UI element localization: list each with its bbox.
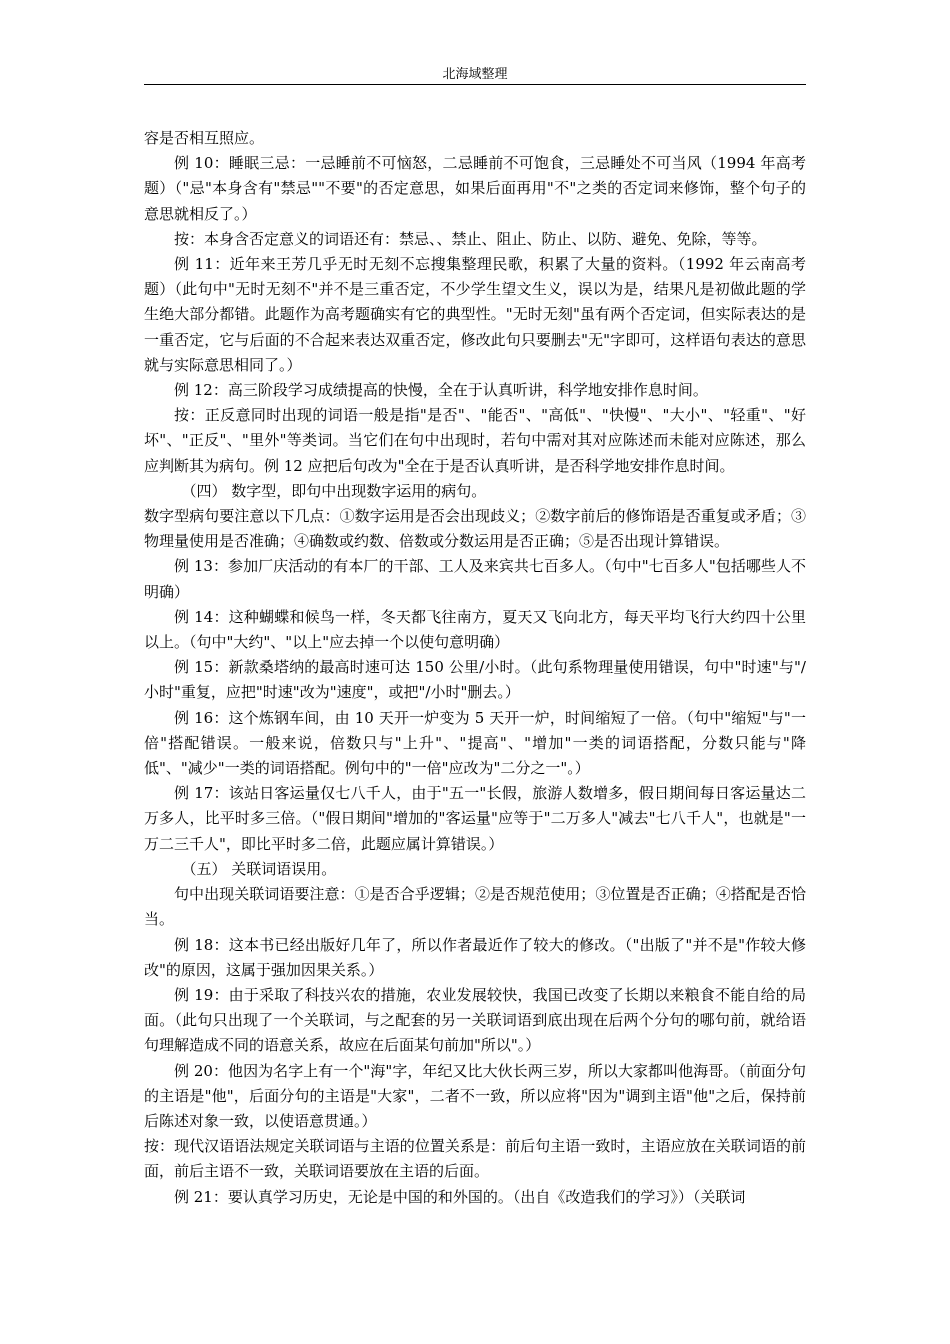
paragraph: 例 16：这个炼钢车间，由 10 天开一炉变为 5 天开一炉，时间缩短了一倍。（句中"缩短"与"一倍"搭配错误。一般来说，倍数只与"上升"、"提高"、"增加"一类的词语搭配，分数只能与"降低"、"减少"一类的词语搭配。例句中的"一倍"应改为"二分之一"。）	[144, 708, 806, 778]
paragraph: 例 12：高三阶段学习成绩提高的快慢，全在于认真听讲，科学地安排作息时间。	[174, 381, 708, 400]
paragraph: 例 13：参加厂庆活动的有本厂的干部、工人及来宾共七百多人。（句中"七百多人"包括哪些人不明确）	[144, 557, 806, 601]
header-divider	[144, 84, 806, 85]
paragraph: 按：本身含否定意义的词语还有：禁忌、、禁止、阻止、防止、以防、避免、免除，等等。	[174, 229, 767, 248]
paragraph: 例 21：要认真学习历史，无论是中国的和外国的。（出自《改造我们的学习》）（关联词	[174, 1187, 746, 1206]
paragraph: 例 18：这本书已经出版好几年了，所以作者最近作了较大的修改。（"出版了"并不是"作较大修改"的原因，这属于强加因果关系。）	[144, 935, 806, 979]
paragraph: 例 11：近年来王芳几乎无时无刻不忘搜集整理民歌，积累了大量的资料。（1992 年云南高考题）（此句中"无时无刻不"并不是三重否定，不少学生望文生义，误以为是，结果凡是初做此题的学生绝大部分都错。此题作为高考题确实有它的典型性。"无时无刻"虽有两个否定词，但实际表达的是一重否定，它与后面的不合起来表达双重否定，修改此句只要删去"无"字即可，这样语句表达的意思就与实际意思相同了。）	[144, 255, 806, 374]
paragraph: 句中出现关联词语要注意：①是否合乎逻辑；②是否规范使用；③位置是否正确；④搭配是否恰当。	[144, 885, 806, 929]
paragraph: 例 10：睡眠三忌：一忌睡前不可恼怒，二忌睡前不可饱食，三忌睡处不可当风（1994 年高考题）（"忌"本身含有"禁忌""不要"的否定意思，如果后面再用"不"之类的否定词来修饰，整个句子的意思就相反了。）	[144, 154, 806, 223]
document-body	[144, 126, 806, 1210]
paragraph: 按：正反意同时出现的词语一般是指"是否"、"能否"、"高低"、"快慢"、"大小"、"轻重"、"好坏"、"正反"、"里外"等类词。当它们在句中出现时，若句中需对其对应陈述而未能对应陈述，那么应判断其为病句。例 12 应把后句改为"全在于是否认真听讲，是否科学地安排作息时间。	[144, 406, 806, 475]
section-heading: （四） 数字型，即句中出现数字运用的病句。	[181, 481, 487, 500]
paragraph: 例 19：由于采取了科技兴农的措施，农业发展较快，我国已改变了长期以来粮食不能自给的局面。（此句只出现了一个关联词，与之配套的另一关联词语到底出现在后两个分句的哪句前，就给语句理解造成不同的语意关系，故应在后面某句前加"所以"。）	[144, 985, 806, 1055]
paragraph: 例 14：这种蝴蝶和候鸟一样，冬天都飞往南方，夏天又飞向北方，每天平均飞行大约四十公里以上。（句中"大约"、"以上"应去掉一个以使句意明确）	[144, 607, 806, 652]
paragraph: 例 15：新款桑塔纳的最高时速可达 150 公里/小时。（此句系物理量使用错误，句中"时速"与"/小时"重复，应把"时速"改为"速度"，或把"/小时"删去。）	[144, 658, 806, 702]
paragraph: 例 20：他因为名字上有一个"海"字，年纪又比大伙长两三岁，所以大家都叫他海哥。（前面分句的主语是"他"，后面分句的主语是"大家"，二者不一致，所以应将"因为"调到主语"他"之后，保持前后陈述对象一致，以使语意贯通。）	[144, 1061, 806, 1130]
paragraph: 数字型病句要注意以下几点：①数字运用是否会出现歧义；②数字前后的修饰语是否重复或矛盾；③物理量使用是否准确；④确数或约数、倍数或分数运用是否正确；⑤是否出现计算错误。	[144, 507, 806, 551]
section-heading: （五） 关联词语误用。	[181, 859, 337, 878]
page-header: 北海域整理	[442, 67, 508, 82]
paragraph: 例 17：该站日客运量仅七八千人，由于"五一"长假，旅游人数增多，假日期间每日客运量达二万多人，比平时多三倍。（"假日期间"增加的"客运量"应等于"二万多人"减去"七八千人"，也就是"一万二三千人"，即比平时多二倍，此题应属计算错误。）	[144, 784, 806, 853]
paragraph: 按：现代汉语语法规定关联词语与主语的位置关系是：前后句主语一致时，主语应放在关联词语的前面，前后主语不一致，关联词语要放在主语的后面。	[144, 1137, 806, 1181]
paragraph: 容是否相互照应。	[144, 129, 265, 147]
